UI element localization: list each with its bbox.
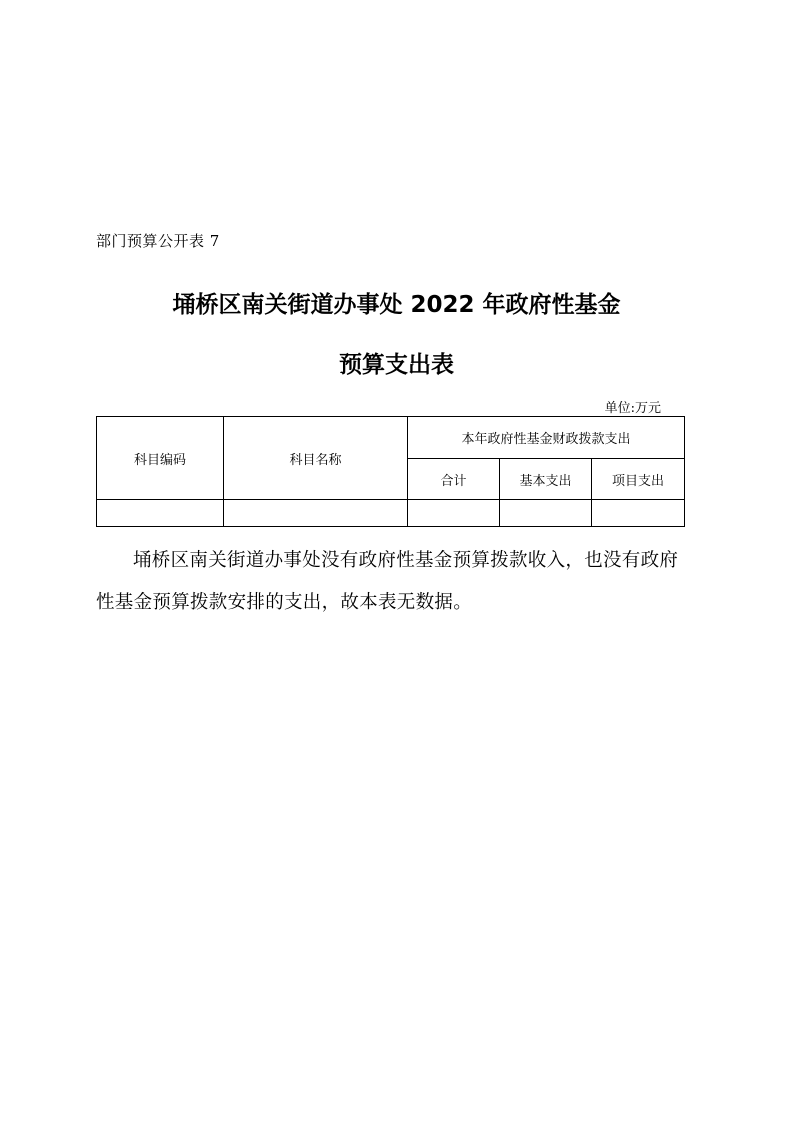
table-cell [592,500,685,527]
table-cell [224,500,408,527]
unit-label: 单位:万元 [604,401,661,416]
table-cell [97,500,224,527]
table-row [97,500,685,527]
header-project-expenditure: 项目支出 [592,459,685,500]
page-title: 埇桥区南关街道办事处 2022 年政府性基金 [172,292,621,318]
header-subject-name: 科目名称 [224,417,408,500]
header-subject-code: 科目编码 [97,417,224,500]
header-fund-expenditure: 本年政府性基金财政拨款支出 [408,417,685,459]
header-basic-expenditure: 基本支出 [500,459,592,500]
page-label: 部门预算公开表 7 [96,232,220,250]
table-header-row [97,417,685,459]
header-total: 合计 [408,459,500,500]
explanation-note: 埇桥区南关街道办事处没有政府性基金预算拨款收入，也没有政府性基金预算拨款安排的支出，故本表无数据。 [96,550,679,613]
budget-table [96,416,685,527]
table-cell [408,500,500,527]
page-subtitle: 预算支出表 [339,352,454,378]
table-cell [500,500,592,527]
